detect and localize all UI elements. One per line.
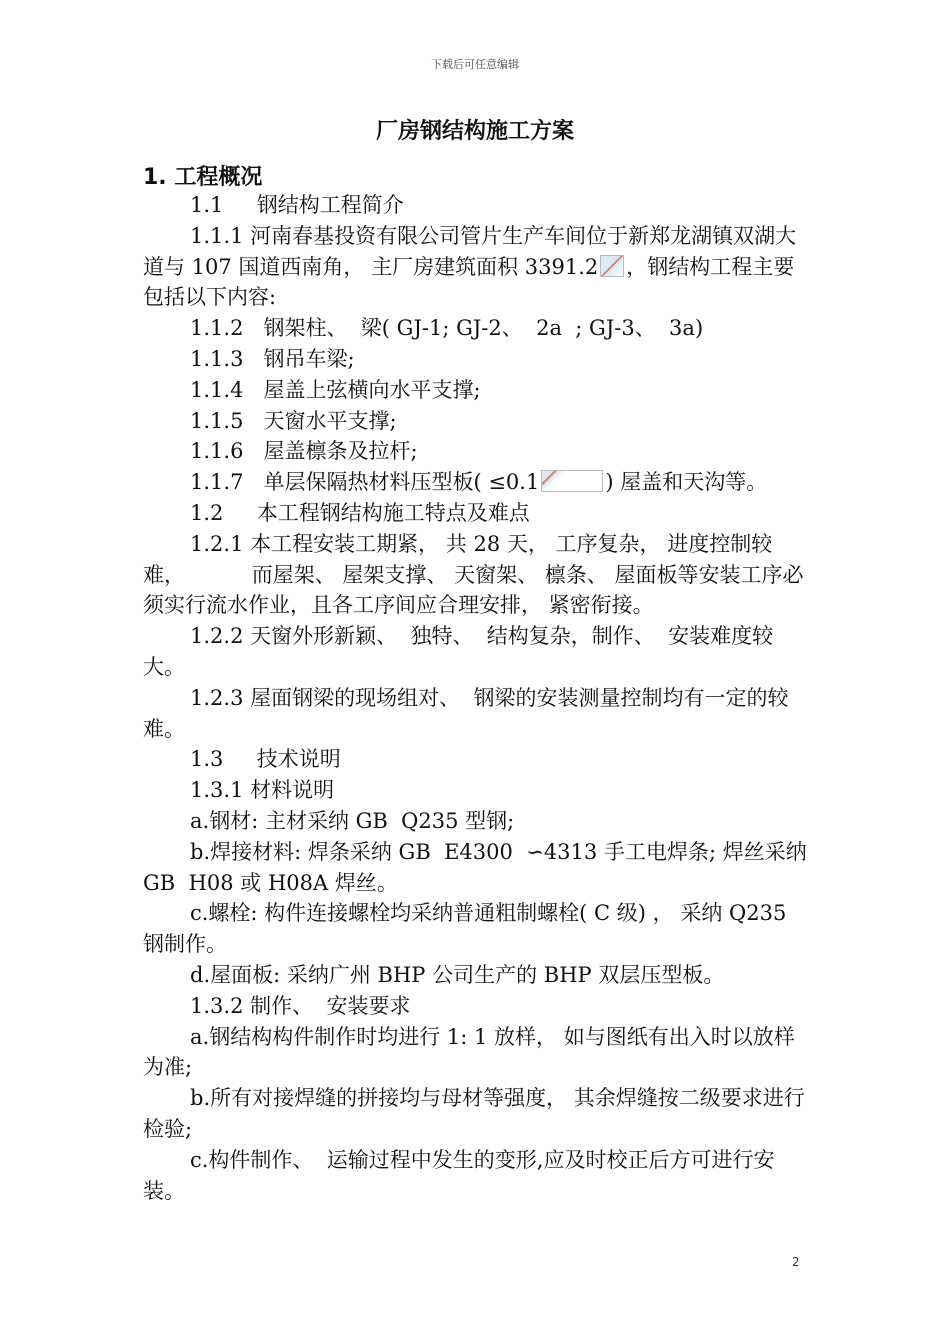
paragraph: d.屋面板: 采纳广州 BHP 公司生产的 BHP 双层压型板。 [190,962,725,987]
paragraph: 1.1.5 天窗水平支撑; [190,408,397,433]
page-header-note: 下载后可任意编辑 [431,58,519,71]
paragraph: 1.1 钢结构工程简介 [190,193,404,217]
paragraph-text: ，钢结构工程主要包括以下内容: [143,254,795,310]
paragraph: 1.1.3 钢吊车梁; [190,346,355,371]
document-body [143,190,814,1206]
paragraph: 1.1.2 钢架柱、 梁( GJ-1; GJ-2、 2a ; GJ-3、 3a) [190,316,704,341]
page-number: 2 [792,1255,800,1269]
document-title: 厂房钢结构施工方案 [375,119,574,144]
paragraph: 1.1.4 屋盖上弦横向水平支撑; [190,377,481,402]
paragraph-text: 1.1.7 单层保隔热材料压型板( ≤0.1 [190,470,540,495]
paragraph [143,221,809,313]
section-heading: 1. 工程概况 [143,165,263,190]
paragraph: b.所有对接焊缝的拼接均与母材等强度， 其余焊缝按二级要求进行检验; [143,1086,805,1141]
paragraph: b.焊接材料: 焊条采纳 GB E4300 ∽4313 手工电焊条; 焊丝采纳 GB H08 或 H08A 焊丝。 [143,839,814,895]
paragraph: c.构件制作、 运输过程中发生的变形,应及时校正后方可进行安装。 [143,1147,775,1203]
paragraph: 1.2.2 天窗外形新颖、 独特、 结构复杂，制作、 安装难度较大。 [143,624,774,679]
paragraph-text: 1.1.1 河南春基投资有限公司管片生产车间位于新郑龙湖镇双湖大道与 107 国道西南角， 主厂房建筑面积 3391.2 [143,223,797,279]
paragraph: 1.2 本工程钢结构施工特点及难点 [190,500,530,525]
broken-image-icon [541,470,603,492]
broken-image-icon [600,255,624,277]
paragraph [143,467,809,498]
paragraph-text: ) 屋盖和天沟等。 [605,470,768,495]
paragraph: 1.3.1 材料说明 [190,778,335,803]
paragraph: a.钢结构构件制作时均进行 1: 1 放样， 如与图纸有出入时以放样为准; [143,1024,795,1080]
paragraph: 1.3 技术说明 [190,747,341,772]
paragraph: 1.2.3 屋面钢梁的现场组对、 钢梁的安装测量控制均有一定的较难。 [143,685,789,741]
paragraph: c.螺栓: 构件连接螺栓均采纳普通粗制螺栓( C 级) ， 采纳 Q235 钢制作。 [143,901,794,957]
paragraph: 1.2.1 本工程安装工期紧， 共 28 天， 工序复杂， 进度控制较难， 而屋架、 屋架支撑、 天窗架、 檩条、 屋面板等安装工序必须实行流水作业，且各工序间应合理安排， 紧密衔接。 [143,531,804,618]
paragraph: a.钢材: 主材采纳 GB Q235 型钢; [190,808,515,833]
paragraph: 1.3.2 制作、 安装要求 [190,993,411,1018]
paragraph: 1.1.6 屋盖檩条及拉杆; [190,439,418,464]
